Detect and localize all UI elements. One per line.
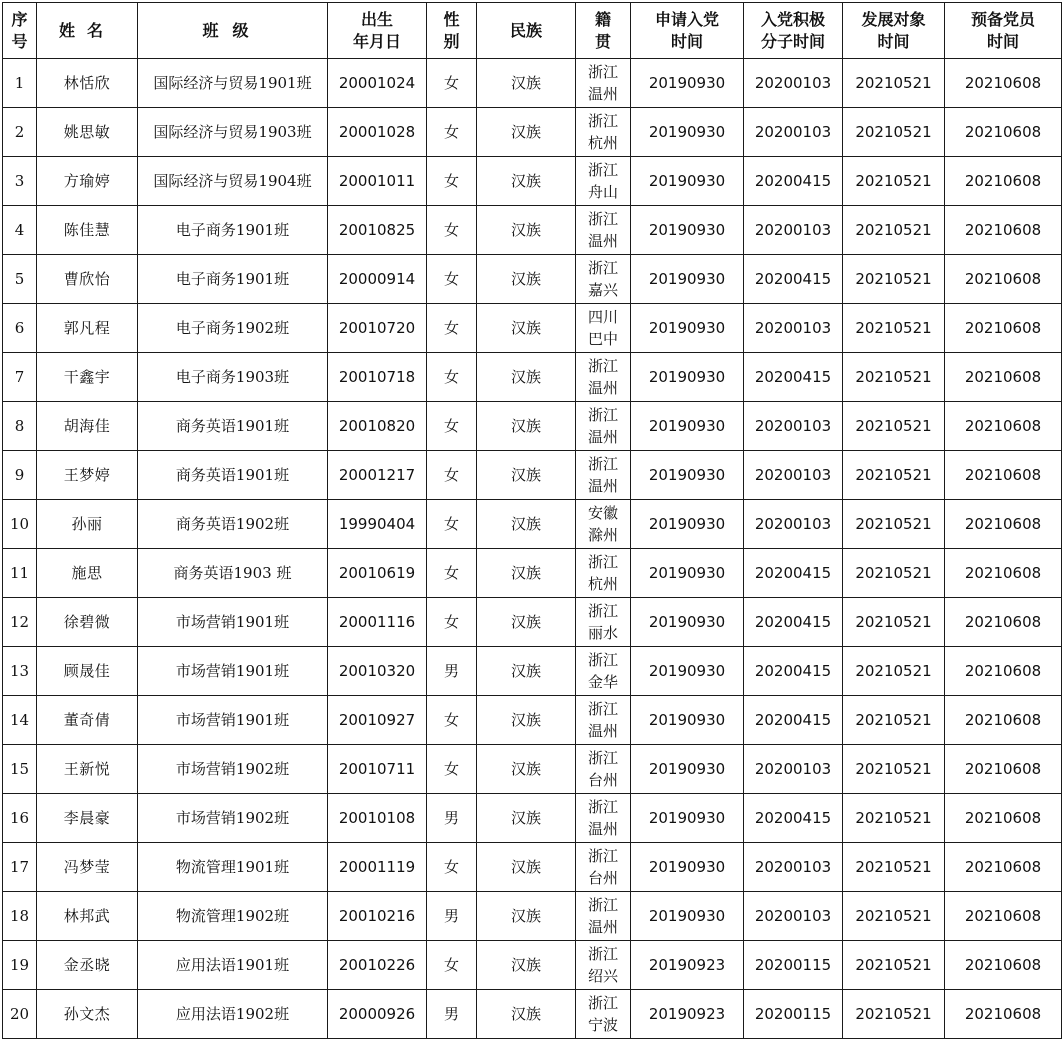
cell-apply-date: 20190930	[631, 549, 744, 598]
cell-probationary-date: 20210608	[945, 157, 1062, 206]
cell-name: 郭凡程	[37, 304, 138, 353]
cell-probationary-date: 20210608	[945, 990, 1062, 1039]
cell-probationary-date: 20210608	[945, 59, 1062, 108]
cell-name: 孙丽	[37, 500, 138, 549]
cell-apply-date: 20190930	[631, 255, 744, 304]
cell-seq: 15	[3, 745, 37, 794]
cell-class: 应用法语1902班	[138, 990, 328, 1039]
cell-ethnicity: 汉族	[477, 794, 576, 843]
cell-birth-date: 20010226	[328, 941, 427, 990]
cell-probationary-date: 20210608	[945, 892, 1062, 941]
origin-line: 温州	[587, 428, 618, 446]
cell-birth-date: 20010108	[328, 794, 427, 843]
cell-activist-date: 20200415	[744, 794, 843, 843]
cell-seq: 17	[3, 843, 37, 892]
origin-line: 浙江	[587, 749, 618, 767]
origin-line: 浙江	[587, 357, 618, 375]
cell-origin	[576, 500, 631, 549]
cell-candidate-date: 20210521	[843, 157, 945, 206]
origin-line: 四川	[587, 308, 618, 326]
cell-candidate-date: 20210521	[843, 941, 945, 990]
cell-candidate-date: 20210521	[843, 255, 945, 304]
cell-ethnicity: 汉族	[477, 549, 576, 598]
cell-name: 姚思敏	[37, 108, 138, 157]
origin-line: 宁波	[587, 1016, 618, 1034]
origin-line: 绍兴	[587, 967, 618, 985]
cell-probationary-date: 20210608	[945, 696, 1062, 745]
origin-line: 滁州	[587, 526, 618, 544]
cell-activist-date: 20200415	[744, 696, 843, 745]
cell-birth-date: 20010619	[328, 549, 427, 598]
cell-seq: 13	[3, 647, 37, 696]
cell-birth-date: 20001119	[328, 843, 427, 892]
cell-candidate-date: 20210521	[843, 696, 945, 745]
cell-activist-date: 20200103	[744, 402, 843, 451]
cell-ethnicity: 汉族	[477, 500, 576, 549]
table-row	[3, 255, 1062, 304]
cell-apply-date: 20190930	[631, 206, 744, 255]
cell-probationary-date: 20210608	[945, 941, 1062, 990]
cell-probationary-date: 20210608	[945, 745, 1062, 794]
cell-name: 董奇倩	[37, 696, 138, 745]
table-row	[3, 745, 1062, 794]
cell-apply-date: 20190930	[631, 892, 744, 941]
cell-apply-date: 20190930	[631, 157, 744, 206]
table-row	[3, 451, 1062, 500]
cell-birth-date: 20010718	[328, 353, 427, 402]
cell-name: 林恬欣	[37, 59, 138, 108]
cell-name: 孙文杰	[37, 990, 138, 1039]
origin-line: 浙江	[587, 798, 618, 816]
cell-name: 曹欣怡	[37, 255, 138, 304]
origin-line: 温州	[587, 820, 618, 838]
cell-origin	[576, 549, 631, 598]
table-row	[3, 59, 1062, 108]
cell-ethnicity: 汉族	[477, 451, 576, 500]
cell-ethnicity: 汉族	[477, 206, 576, 255]
cell-ethnicity: 汉族	[477, 304, 576, 353]
origin-line: 浙江	[587, 553, 618, 571]
cell-activist-date: 20200103	[744, 59, 843, 108]
cell-ethnicity: 汉族	[477, 402, 576, 451]
cell-class: 应用法语1901班	[138, 941, 328, 990]
cell-origin	[576, 794, 631, 843]
cell-origin	[576, 843, 631, 892]
header-activist-date: 入党积极 分子时间	[744, 3, 843, 59]
header-birth: 出生 年月日	[328, 3, 427, 59]
cell-candidate-date: 20210521	[843, 794, 945, 843]
origin-line: 浙江	[587, 63, 618, 81]
cell-seq: 3	[3, 157, 37, 206]
cell-class: 市场营销1901班	[138, 647, 328, 696]
table-row	[3, 549, 1062, 598]
cell-apply-date: 20190930	[631, 353, 744, 402]
cell-origin	[576, 598, 631, 647]
cell-activist-date: 20200415	[744, 157, 843, 206]
cell-origin	[576, 451, 631, 500]
cell-class: 电子商务1902班	[138, 304, 328, 353]
cell-name: 林邦武	[37, 892, 138, 941]
cell-birth-date: 20001116	[328, 598, 427, 647]
cell-name: 金丞晓	[37, 941, 138, 990]
cell-class: 商务英语1902班	[138, 500, 328, 549]
cell-ethnicity: 汉族	[477, 59, 576, 108]
origin-line: 浙江	[587, 259, 618, 277]
header-name: 姓名	[37, 3, 138, 59]
cell-apply-date: 20190930	[631, 696, 744, 745]
cell-ethnicity: 汉族	[477, 598, 576, 647]
cell-candidate-date: 20210521	[843, 990, 945, 1039]
origin-line: 温州	[587, 232, 618, 250]
cell-birth-date: 20010720	[328, 304, 427, 353]
cell-name: 干鑫宇	[37, 353, 138, 402]
header-candidate-date: 发展对象 时间	[843, 3, 945, 59]
table-row	[3, 402, 1062, 451]
cell-candidate-date: 20210521	[843, 598, 945, 647]
cell-gender: 女	[427, 206, 477, 255]
origin-line: 浙江	[587, 847, 618, 865]
origin-line: 温州	[587, 85, 618, 103]
cell-birth-date: 20010711	[328, 745, 427, 794]
cell-birth-date: 20010825	[328, 206, 427, 255]
cell-class: 国际经济与贸易1903班	[138, 108, 328, 157]
origin-line: 台州	[587, 771, 618, 789]
cell-name: 徐碧微	[37, 598, 138, 647]
cell-origin	[576, 647, 631, 696]
cell-probationary-date: 20210608	[945, 304, 1062, 353]
origin-line: 巴中	[587, 330, 618, 348]
cell-origin	[576, 990, 631, 1039]
cell-name: 施思	[37, 549, 138, 598]
cell-birth-date: 20010320	[328, 647, 427, 696]
cell-birth-date: 20001011	[328, 157, 427, 206]
cell-apply-date: 20190930	[631, 402, 744, 451]
cell-name: 胡海佳	[37, 402, 138, 451]
cell-gender: 女	[427, 549, 477, 598]
table-row	[3, 598, 1062, 647]
cell-seq: 9	[3, 451, 37, 500]
cell-activist-date: 20200415	[744, 353, 843, 402]
cell-class: 物流管理1901班	[138, 843, 328, 892]
header-apply-date: 申请入党 时间	[631, 3, 744, 59]
table-row	[3, 108, 1062, 157]
cell-candidate-date: 20210521	[843, 745, 945, 794]
cell-candidate-date: 20210521	[843, 59, 945, 108]
cell-gender: 男	[427, 990, 477, 1039]
cell-seq: 16	[3, 794, 37, 843]
cell-name: 方瑜婷	[37, 157, 138, 206]
cell-gender: 女	[427, 157, 477, 206]
cell-candidate-date: 20210521	[843, 500, 945, 549]
table-body	[3, 59, 1062, 1039]
cell-probationary-date: 20210608	[945, 255, 1062, 304]
cell-birth-date: 20010820	[328, 402, 427, 451]
origin-line: 浙江	[587, 896, 618, 914]
cell-activist-date: 20200415	[744, 255, 843, 304]
origin-line: 浙江	[587, 651, 618, 669]
cell-gender: 女	[427, 941, 477, 990]
cell-seq: 4	[3, 206, 37, 255]
origin-line: 温州	[587, 379, 618, 397]
cell-activist-date: 20200103	[744, 500, 843, 549]
cell-gender: 女	[427, 108, 477, 157]
cell-seq: 7	[3, 353, 37, 402]
table-row	[3, 794, 1062, 843]
origin-line: 舟山	[587, 183, 618, 201]
cell-class: 电子商务1901班	[138, 255, 328, 304]
origin-line: 浙江	[587, 700, 618, 718]
cell-class: 商务英语1903 班	[138, 549, 328, 598]
table-row	[3, 941, 1062, 990]
cell-class: 电子商务1901班	[138, 206, 328, 255]
cell-gender: 男	[427, 794, 477, 843]
cell-seq: 12	[3, 598, 37, 647]
cell-gender: 女	[427, 500, 477, 549]
cell-gender: 女	[427, 59, 477, 108]
cell-gender: 男	[427, 647, 477, 696]
cell-gender: 女	[427, 696, 477, 745]
cell-origin	[576, 402, 631, 451]
cell-class: 商务英语1901班	[138, 402, 328, 451]
origin-line: 温州	[587, 722, 618, 740]
origin-line: 金华	[587, 673, 618, 691]
cell-gender: 女	[427, 745, 477, 794]
table-row	[3, 892, 1062, 941]
origin-line: 浙江	[587, 406, 618, 424]
cell-activist-date: 20200415	[744, 549, 843, 598]
cell-apply-date: 20190930	[631, 304, 744, 353]
cell-candidate-date: 20210521	[843, 353, 945, 402]
header-row	[3, 3, 1062, 59]
cell-apply-date: 20190930	[631, 108, 744, 157]
cell-seq: 6	[3, 304, 37, 353]
cell-activist-date: 20200103	[744, 108, 843, 157]
table-row	[3, 206, 1062, 255]
cell-probationary-date: 20210608	[945, 500, 1062, 549]
cell-ethnicity: 汉族	[477, 255, 576, 304]
cell-probationary-date: 20210608	[945, 549, 1062, 598]
cell-gender: 女	[427, 843, 477, 892]
origin-line: 丽水	[587, 624, 618, 642]
cell-apply-date: 20190930	[631, 500, 744, 549]
cell-class: 国际经济与贸易1901班	[138, 59, 328, 108]
table-row	[3, 353, 1062, 402]
origin-line: 浙江	[587, 455, 618, 473]
cell-candidate-date: 20210521	[843, 108, 945, 157]
table-row	[3, 647, 1062, 696]
cell-ethnicity: 汉族	[477, 353, 576, 402]
cell-ethnicity: 汉族	[477, 157, 576, 206]
cell-candidate-date: 20210521	[843, 451, 945, 500]
table-row	[3, 304, 1062, 353]
cell-class: 市场营销1901班	[138, 598, 328, 647]
cell-name: 王梦婷	[37, 451, 138, 500]
cell-activist-date: 20200103	[744, 745, 843, 794]
table-row	[3, 500, 1062, 549]
cell-birth-date: 20001217	[328, 451, 427, 500]
origin-line: 浙江	[587, 945, 618, 963]
cell-origin	[576, 206, 631, 255]
cell-apply-date: 20190930	[631, 843, 744, 892]
header-class: 班级	[138, 3, 328, 59]
cell-probationary-date: 20210608	[945, 451, 1062, 500]
cell-seq: 2	[3, 108, 37, 157]
origin-line: 浙江	[587, 602, 618, 620]
cell-birth-date: 20001028	[328, 108, 427, 157]
header-gender: 性 别	[427, 3, 477, 59]
cell-seq: 14	[3, 696, 37, 745]
cell-candidate-date: 20210521	[843, 549, 945, 598]
cell-apply-date: 20190930	[631, 59, 744, 108]
cell-seq: 5	[3, 255, 37, 304]
origin-line: 杭州	[587, 575, 618, 593]
cell-origin	[576, 59, 631, 108]
cell-birth-date: 19990404	[328, 500, 427, 549]
cell-candidate-date: 20210521	[843, 304, 945, 353]
cell-origin	[576, 353, 631, 402]
cell-probationary-date: 20210608	[945, 647, 1062, 696]
cell-birth-date: 20000914	[328, 255, 427, 304]
table-row	[3, 157, 1062, 206]
cell-seq: 20	[3, 990, 37, 1039]
cell-activist-date: 20200103	[744, 451, 843, 500]
cell-ethnicity: 汉族	[477, 843, 576, 892]
cell-seq: 8	[3, 402, 37, 451]
cell-name: 顾晟佳	[37, 647, 138, 696]
origin-line: 嘉兴	[587, 281, 618, 299]
cell-gender: 女	[427, 402, 477, 451]
table-row	[3, 696, 1062, 745]
cell-seq: 19	[3, 941, 37, 990]
header-probationary-date: 预备党员 时间	[945, 3, 1062, 59]
cell-class: 市场营销1902班	[138, 745, 328, 794]
origin-line: 安徽	[587, 504, 618, 522]
cell-name: 陈佳慧	[37, 206, 138, 255]
cell-activist-date: 20200103	[744, 206, 843, 255]
cell-class: 国际经济与贸易1904班	[138, 157, 328, 206]
cell-birth-date: 20001024	[328, 59, 427, 108]
cell-gender: 女	[427, 598, 477, 647]
member-roster-table	[2, 2, 1062, 1039]
origin-line: 浙江	[587, 210, 618, 228]
cell-apply-date: 20190930	[631, 647, 744, 696]
cell-activist-date: 20200103	[744, 304, 843, 353]
cell-birth-date: 20000926	[328, 990, 427, 1039]
cell-origin	[576, 745, 631, 794]
cell-gender: 女	[427, 451, 477, 500]
cell-gender: 女	[427, 353, 477, 402]
cell-activist-date: 20200115	[744, 990, 843, 1039]
header-seq: 序 号	[3, 3, 37, 59]
cell-class: 物流管理1902班	[138, 892, 328, 941]
origin-line: 浙江	[587, 994, 618, 1012]
cell-class: 商务英语1901班	[138, 451, 328, 500]
cell-birth-date: 20010927	[328, 696, 427, 745]
cell-origin	[576, 157, 631, 206]
cell-candidate-date: 20210521	[843, 843, 945, 892]
table-row	[3, 990, 1062, 1039]
cell-apply-date: 20190930	[631, 745, 744, 794]
cell-apply-date: 20190923	[631, 941, 744, 990]
cell-candidate-date: 20210521	[843, 206, 945, 255]
cell-activist-date: 20200115	[744, 941, 843, 990]
cell-candidate-date: 20210521	[843, 402, 945, 451]
origin-line: 温州	[587, 918, 618, 936]
cell-ethnicity: 汉族	[477, 892, 576, 941]
cell-apply-date: 20190930	[631, 451, 744, 500]
cell-activist-date: 20200103	[744, 892, 843, 941]
cell-probationary-date: 20210608	[945, 843, 1062, 892]
origin-line: 浙江	[587, 112, 618, 130]
cell-name: 冯梦莹	[37, 843, 138, 892]
cell-probationary-date: 20210608	[945, 206, 1062, 255]
cell-origin	[576, 696, 631, 745]
cell-origin	[576, 941, 631, 990]
cell-origin	[576, 892, 631, 941]
cell-ethnicity: 汉族	[477, 745, 576, 794]
header-origin: 籍 贯	[576, 3, 631, 59]
cell-activist-date: 20200415	[744, 647, 843, 696]
cell-gender: 女	[427, 255, 477, 304]
cell-activist-date: 20200103	[744, 843, 843, 892]
cell-probationary-date: 20210608	[945, 353, 1062, 402]
origin-line: 浙江	[587, 161, 618, 179]
cell-apply-date: 20190930	[631, 598, 744, 647]
cell-ethnicity: 汉族	[477, 647, 576, 696]
cell-probationary-date: 20210608	[945, 108, 1062, 157]
cell-ethnicity: 汉族	[477, 941, 576, 990]
cell-seq: 11	[3, 549, 37, 598]
origin-line: 温州	[587, 477, 618, 495]
cell-ethnicity: 汉族	[477, 696, 576, 745]
origin-line: 台州	[587, 869, 618, 887]
cell-candidate-date: 20210521	[843, 892, 945, 941]
cell-seq: 1	[3, 59, 37, 108]
cell-gender: 男	[427, 892, 477, 941]
cell-class: 市场营销1901班	[138, 696, 328, 745]
cell-origin	[576, 108, 631, 157]
cell-probationary-date: 20210608	[945, 794, 1062, 843]
cell-gender: 女	[427, 304, 477, 353]
cell-probationary-date: 20210608	[945, 598, 1062, 647]
cell-class: 电子商务1903班	[138, 353, 328, 402]
cell-seq: 10	[3, 500, 37, 549]
cell-birth-date: 20010216	[328, 892, 427, 941]
table-row	[3, 843, 1062, 892]
cell-class: 市场营销1902班	[138, 794, 328, 843]
cell-name: 王新悦	[37, 745, 138, 794]
cell-ethnicity: 汉族	[477, 990, 576, 1039]
cell-seq: 18	[3, 892, 37, 941]
origin-line: 杭州	[587, 134, 618, 152]
header-ethnicity: 民族	[477, 3, 576, 59]
cell-origin	[576, 304, 631, 353]
cell-apply-date: 20190923	[631, 990, 744, 1039]
cell-probationary-date: 20210608	[945, 402, 1062, 451]
cell-name: 李晨豪	[37, 794, 138, 843]
cell-candidate-date: 20210521	[843, 647, 945, 696]
cell-activist-date: 20200415	[744, 598, 843, 647]
cell-apply-date: 20190930	[631, 794, 744, 843]
cell-origin	[576, 255, 631, 304]
cell-ethnicity: 汉族	[477, 108, 576, 157]
